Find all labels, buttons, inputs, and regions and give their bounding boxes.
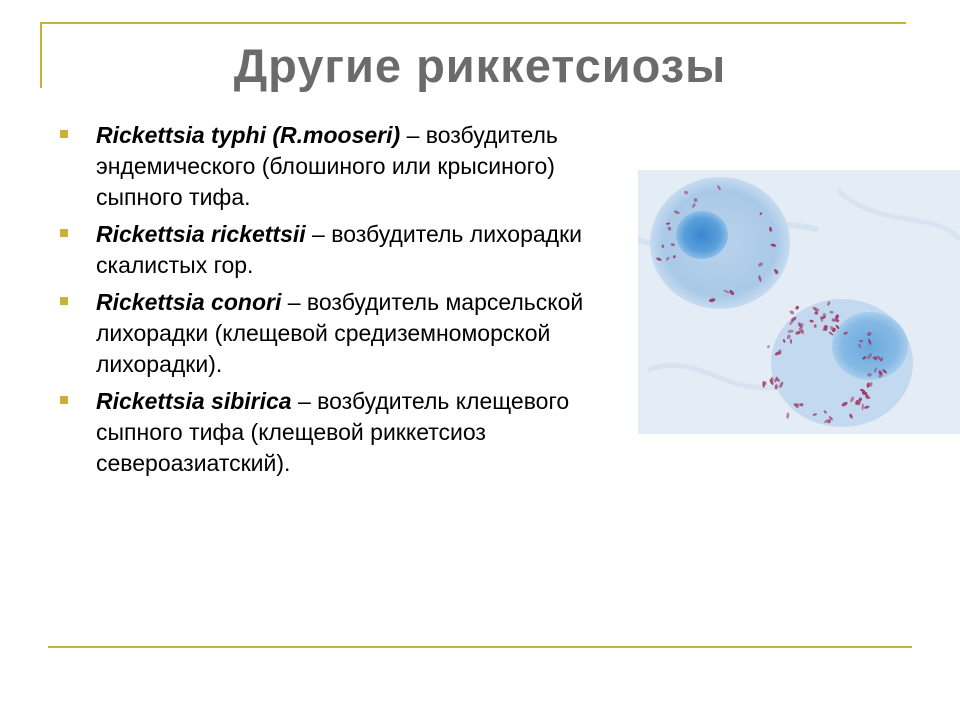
micrograph-image	[638, 170, 960, 434]
species-description: – возбудитель марсельской лихорадки (клещевой средиземноморской лихорадки).	[96, 289, 584, 377]
cell-nucleus	[832, 312, 908, 380]
species-name: Rickettsia rickettsii	[96, 221, 306, 247]
bullet-list	[58, 120, 603, 485]
list-item	[58, 120, 603, 213]
species-description: – возбудитель лихорадки скалистых гор.	[96, 221, 583, 278]
list-item	[58, 386, 603, 479]
species-name: Rickettsia conori	[96, 289, 282, 315]
species-name: Rickettsia typhi (R.mooseri)	[96, 122, 401, 148]
species-description: – возбудитель эндемического (блошиного или крысиного) сыпного тифа.	[96, 122, 558, 210]
slide-title: Другие риккетсиозы	[233, 39, 727, 92]
micrograph-illustration	[638, 170, 960, 434]
species-description: – возбудитель клещевого сыпного тифа (клещевой риккетсиоз североазиатский).	[96, 388, 570, 476]
square-bullet-icon	[60, 297, 68, 305]
cell-nucleus	[676, 211, 728, 259]
list-item	[58, 287, 603, 380]
frame-top-line	[40, 22, 906, 24]
square-bullet-icon	[60, 396, 68, 404]
list-item	[58, 219, 603, 281]
square-bullet-icon	[60, 130, 68, 138]
square-bullet-icon	[60, 229, 68, 237]
species-name: Rickettsia sibirica	[96, 388, 292, 414]
frame-bottom-line	[48, 646, 912, 648]
